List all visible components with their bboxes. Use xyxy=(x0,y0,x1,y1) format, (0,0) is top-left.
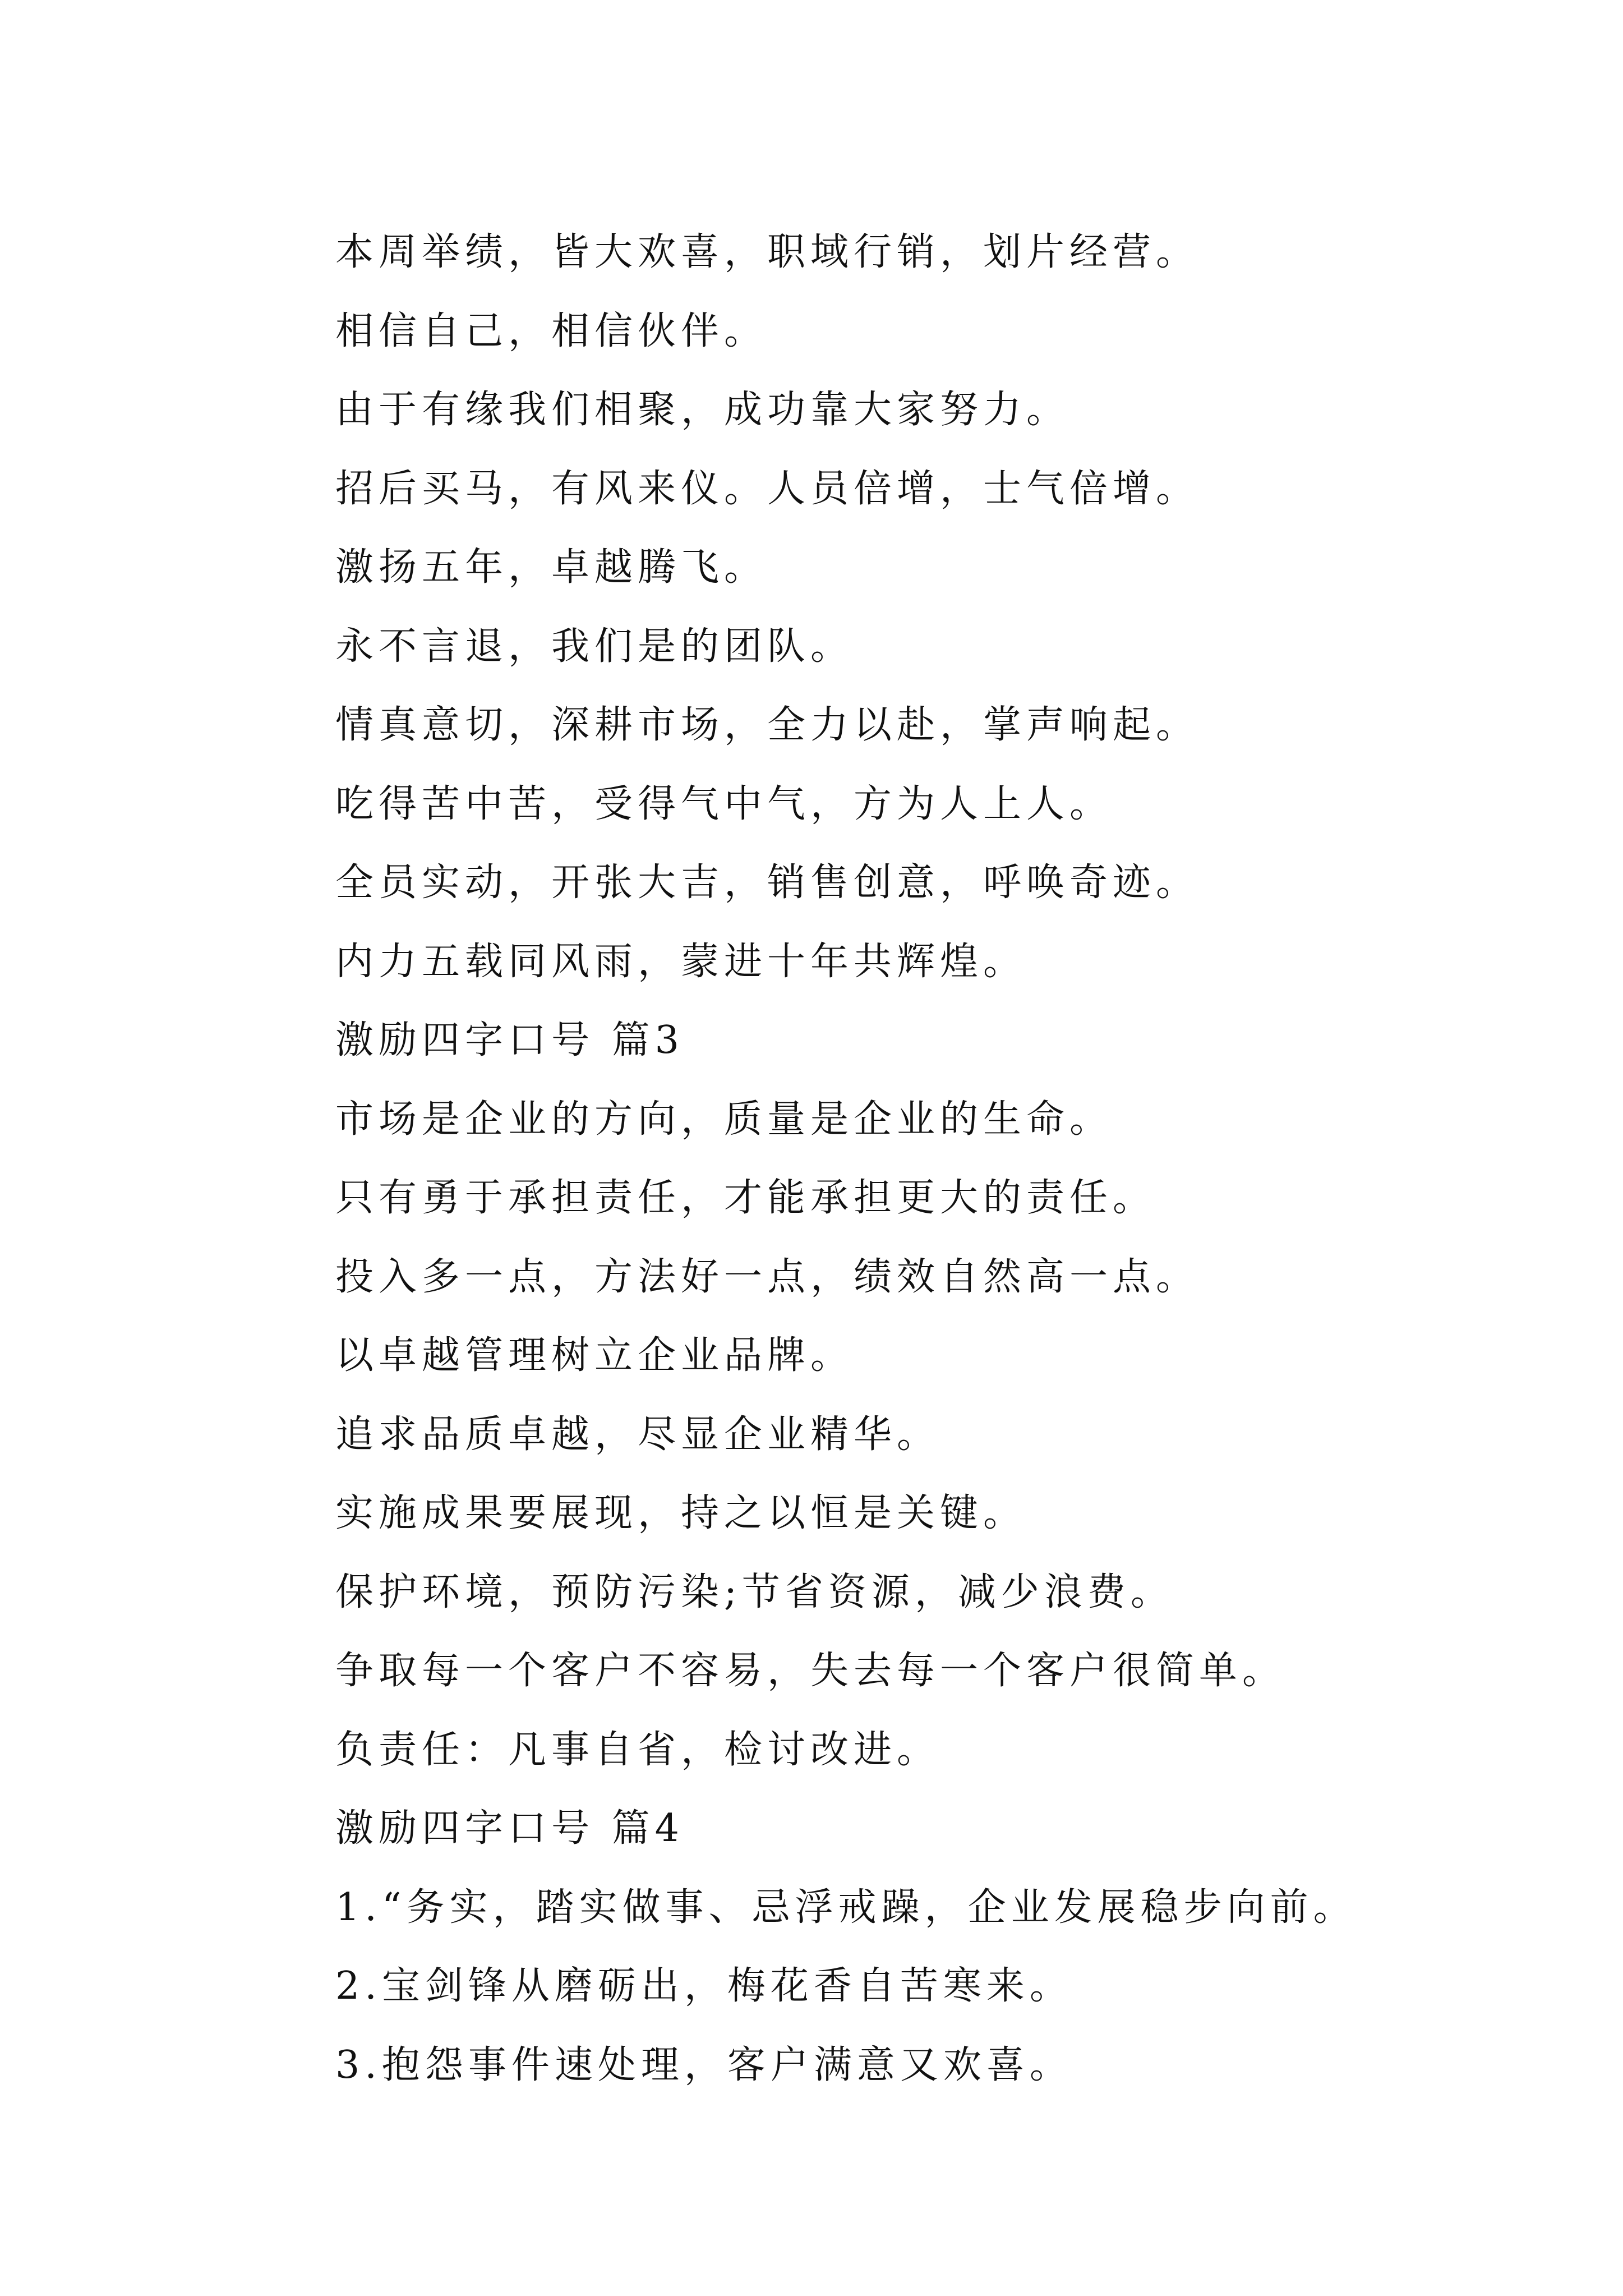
text-line: 投入多一点，方法好一点，绩效自然高一点。 xyxy=(335,1254,1200,1299)
list-item: 3.抱怨事件速处理，客户满意又欢喜。 xyxy=(335,2042,1073,2087)
text-line: 相信自己，相信伙伴。 xyxy=(335,309,768,353)
text-line: 市场是企业的方向，质量是企业的生命。 xyxy=(335,1097,1113,1142)
text-line: 内力五载同风雨，蒙进十年共辉煌。 xyxy=(335,939,1027,984)
text-line: 以卓越管理树立企业品牌。 xyxy=(335,1333,854,1378)
section-heading: 激励四字口号 篇3 xyxy=(335,1018,684,1062)
text-line: 情真意切，深耕市场，全力以赴，掌声响起。 xyxy=(335,703,1200,747)
text-line: 永不言退，我们是的团队。 xyxy=(335,624,854,669)
text-line: 争取每一个客户不容易，失去每一个客户很简单。 xyxy=(335,1649,1286,1693)
text-line: 招后买马，有风来仪。人员倍增，士气倍增。 xyxy=(335,466,1200,511)
section-heading: 激励四字口号 篇4 xyxy=(335,1806,684,1851)
text-line: 只有勇于承担责任，才能承担更大的责任。 xyxy=(335,1176,1156,1220)
list-item: 2.宝剑锋从磨砺出，梅花香自苦寒来。 xyxy=(335,1964,1073,2008)
text-line: 激扬五年，卓越腾飞。 xyxy=(335,545,768,590)
text-line: 实施成果要展现，持之以恒是关键。 xyxy=(335,1491,1027,1535)
list-item: 1.“务实，踏实做事、忌浮戒躁，企业发展稳步向前。 xyxy=(335,1885,1357,1930)
text-line: 由于有缘我们相聚，成功靠大家努力。 xyxy=(335,388,1070,432)
text-line: 保护环境，预防污染;节省资源，减少浪费。 xyxy=(335,1570,1174,1614)
text-line: 吃得苦中苦，受得气中气，方为人上人。 xyxy=(335,781,1113,826)
document-body xyxy=(335,213,1597,2105)
text-line: 本周举绩，皆大欢喜，职域行销，划片经营。 xyxy=(335,230,1200,274)
text-line: 负责任：凡事自省，检讨改进。 xyxy=(335,1727,940,1772)
text-line: 全员实动，开张大吉，销售创意，呼唤奇迹。 xyxy=(335,861,1200,905)
text-line: 追求品质卓越，尽显企业精华。 xyxy=(335,1412,940,1457)
